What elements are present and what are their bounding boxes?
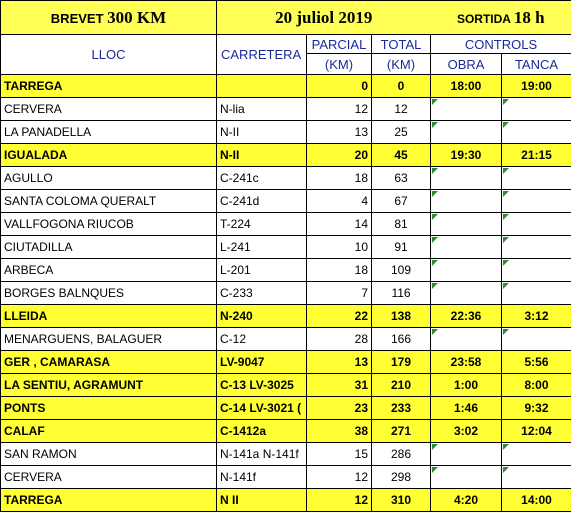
- close-time-cell: [502, 259, 571, 282]
- partial-km-cell: 22: [307, 305, 372, 328]
- open-time-cell: [431, 282, 502, 305]
- open-time-cell: [431, 98, 502, 121]
- close-time-cell: [502, 282, 571, 305]
- partial-km-cell: 10: [307, 236, 372, 259]
- partial-km-cell: 13: [307, 121, 372, 144]
- place-cell: LLEIDA: [1, 305, 217, 328]
- place-cell: BORGES BALNQUES: [1, 282, 217, 305]
- road-cell: C-241c: [217, 167, 307, 190]
- place-cell: IGUALADA: [1, 144, 217, 167]
- close-time-cell: [502, 121, 571, 144]
- total-km-cell: 0: [372, 75, 431, 98]
- open-time-cell: 19:30: [431, 144, 502, 167]
- total-km-cell: 233: [372, 397, 431, 420]
- road-cell: [217, 75, 307, 98]
- close-time-cell: [502, 466, 571, 489]
- table-row: [1, 397, 571, 420]
- close-time-cell: [502, 213, 571, 236]
- total-km-cell: 109: [372, 259, 431, 282]
- road-cell: C-241d: [217, 190, 307, 213]
- table-row: [1, 466, 571, 489]
- open-time-cell: 3:02: [431, 420, 502, 443]
- place-cell: ARBECA: [1, 259, 217, 282]
- col-obra: OBRA: [431, 54, 502, 75]
- table-row: [1, 167, 571, 190]
- table-row: [1, 374, 571, 397]
- place-cell: MENARGUENS, BALAGUER: [1, 328, 217, 351]
- partial-km-cell: 13: [307, 351, 372, 374]
- partial-km-cell: 12: [307, 98, 372, 121]
- close-time-cell: [502, 167, 571, 190]
- table-row: [1, 328, 571, 351]
- total-km-cell: 138: [372, 305, 431, 328]
- col-total: TOTAL: [372, 35, 431, 54]
- place-cell: CERVERA: [1, 98, 217, 121]
- close-time-cell: [502, 98, 571, 121]
- table-row: [1, 144, 571, 167]
- col-total-unit: (KM): [372, 54, 431, 75]
- total-km-cell: 310: [372, 489, 431, 512]
- partial-km-cell: 18: [307, 259, 372, 282]
- close-time-cell: 3:12: [502, 305, 571, 328]
- total-km-cell: 166: [372, 328, 431, 351]
- close-time-cell: [502, 190, 571, 213]
- event-date: 20 juliol 2019: [275, 8, 372, 27]
- place-cell: GER , CAMARASA: [1, 351, 217, 374]
- total-km-cell: 179: [372, 351, 431, 374]
- open-time-cell: 1:46: [431, 397, 502, 420]
- open-time-cell: 1:00: [431, 374, 502, 397]
- close-time-cell: 9:32: [502, 397, 571, 420]
- open-time-cell: [431, 443, 502, 466]
- close-time-cell: 12:04: [502, 420, 571, 443]
- total-km-cell: 63: [372, 167, 431, 190]
- road-cell: C-1412a: [217, 420, 307, 443]
- partial-km-cell: 4: [307, 190, 372, 213]
- place-cell: SAN RAMON: [1, 443, 217, 466]
- total-km-cell: 271: [372, 420, 431, 443]
- open-time-cell: [431, 190, 502, 213]
- partial-km-cell: 12: [307, 489, 372, 512]
- place-cell: CALAF: [1, 420, 217, 443]
- header-row: [1, 1, 571, 35]
- partial-km-cell: 12: [307, 466, 372, 489]
- road-cell: LV-9047: [217, 351, 307, 374]
- sortida-label: SORTIDA: [457, 12, 511, 26]
- brevet-distance: 300 KM: [107, 8, 166, 27]
- partial-km-cell: 20: [307, 144, 372, 167]
- close-time-cell: 19:00: [502, 75, 571, 98]
- total-km-cell: 67: [372, 190, 431, 213]
- col-carretera: CARRETERA: [217, 35, 307, 75]
- open-time-cell: 23:58: [431, 351, 502, 374]
- open-time-cell: 22:36: [431, 305, 502, 328]
- partial-km-cell: 31: [307, 374, 372, 397]
- road-cell: T-224: [217, 213, 307, 236]
- col-lloc: LLOC: [1, 35, 217, 75]
- partial-km-cell: 28: [307, 328, 372, 351]
- road-cell: N-II: [217, 144, 307, 167]
- road-cell: N-141f: [217, 466, 307, 489]
- place-cell: CIUTADILLA: [1, 236, 217, 259]
- partial-km-cell: 38: [307, 420, 372, 443]
- total-km-cell: 116: [372, 282, 431, 305]
- road-cell: N-lia: [217, 98, 307, 121]
- close-time-cell: 8:00: [502, 374, 571, 397]
- col-parcial: PARCIAL: [307, 35, 372, 54]
- table-row: [1, 282, 571, 305]
- road-cell: L-201: [217, 259, 307, 282]
- place-cell: LA PANADELLA: [1, 121, 217, 144]
- open-time-cell: [431, 466, 502, 489]
- place-cell: TARREGA: [1, 75, 217, 98]
- place-cell: SANTA COLOMA QUERALT: [1, 190, 217, 213]
- total-km-cell: 286: [372, 443, 431, 466]
- place-cell: LA SENTIU, AGRAMUNT: [1, 374, 217, 397]
- col-parcial-unit: (KM): [307, 54, 372, 75]
- total-km-cell: 210: [372, 374, 431, 397]
- sortida-time: 18 h: [514, 8, 545, 27]
- total-km-cell: 12: [372, 98, 431, 121]
- close-time-cell: [502, 236, 571, 259]
- partial-km-cell: 7: [307, 282, 372, 305]
- open-time-cell: [431, 328, 502, 351]
- table-row: [1, 443, 571, 466]
- total-km-cell: 91: [372, 236, 431, 259]
- close-time-cell: 5:56: [502, 351, 571, 374]
- partial-km-cell: 15: [307, 443, 372, 466]
- partial-km-cell: 14: [307, 213, 372, 236]
- table-row: [1, 190, 571, 213]
- close-time-cell: [502, 443, 571, 466]
- road-cell: N II: [217, 489, 307, 512]
- road-cell: L-241: [217, 236, 307, 259]
- table-row: [1, 236, 571, 259]
- table-row: [1, 121, 571, 144]
- total-km-cell: 25: [372, 121, 431, 144]
- close-time-cell: 14:00: [502, 489, 571, 512]
- partial-km-cell: 18: [307, 167, 372, 190]
- road-cell: C-233: [217, 282, 307, 305]
- open-time-cell: [431, 121, 502, 144]
- open-time-cell: [431, 236, 502, 259]
- table-row: [1, 420, 571, 443]
- open-time-cell: [431, 167, 502, 190]
- table-row: [1, 489, 571, 512]
- total-km-cell: 45: [372, 144, 431, 167]
- place-cell: TARREGA: [1, 489, 217, 512]
- open-time-cell: [431, 259, 502, 282]
- total-km-cell: 298: [372, 466, 431, 489]
- road-cell: C-14 LV-3021 (: [217, 397, 307, 420]
- table-row: [1, 75, 571, 98]
- table-row: [1, 213, 571, 236]
- sortida-cell: [431, 1, 571, 35]
- close-time-cell: 21:15: [502, 144, 571, 167]
- place-cell: AGULLO: [1, 167, 217, 190]
- road-cell: C-13 LV-3025: [217, 374, 307, 397]
- column-header-row: [1, 35, 571, 54]
- open-time-cell: [431, 213, 502, 236]
- close-time-cell: [502, 328, 571, 351]
- table-row: [1, 351, 571, 374]
- partial-km-cell: 0: [307, 75, 372, 98]
- open-time-cell: 18:00: [431, 75, 502, 98]
- date-cell: [217, 1, 431, 35]
- place-cell: PONTS: [1, 397, 217, 420]
- road-cell: N-240: [217, 305, 307, 328]
- table-row: [1, 98, 571, 121]
- col-controls: CONTROLS: [431, 35, 571, 54]
- place-cell: CERVERA: [1, 466, 217, 489]
- brevet-label: BREVET: [51, 11, 104, 26]
- place-cell: VALLFOGONA RIUCOB: [1, 213, 217, 236]
- table-row: [1, 259, 571, 282]
- road-cell: N-II: [217, 121, 307, 144]
- total-km-cell: 81: [372, 213, 431, 236]
- col-tanca: TANCA: [502, 54, 571, 75]
- table-row: [1, 305, 571, 328]
- open-time-cell: 4:20: [431, 489, 502, 512]
- road-cell: N-141a N-141f: [217, 443, 307, 466]
- partial-km-cell: 23: [307, 397, 372, 420]
- brevet-title: [1, 1, 217, 35]
- road-cell: C-12: [217, 328, 307, 351]
